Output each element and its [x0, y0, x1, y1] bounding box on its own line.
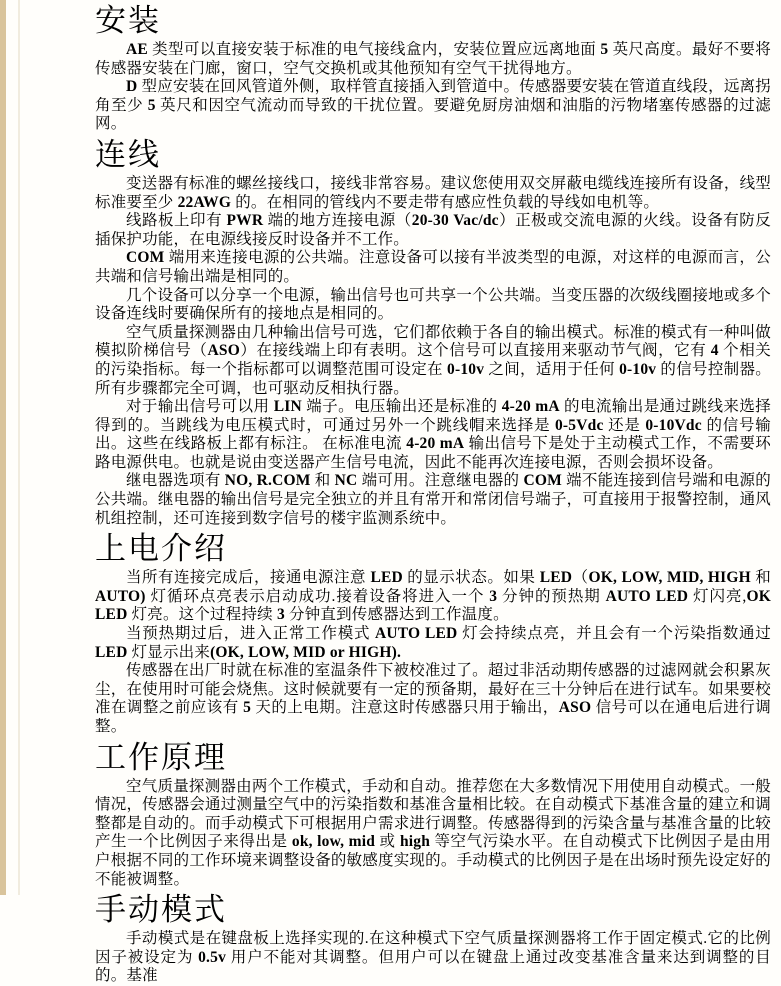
page-edge-strip	[0, 0, 6, 895]
text-run: （	[572, 569, 589, 587]
text-run: 英尺和因空气流动而导致的干扰位置。要避免厨房油烟和油脂的污物堵塞传感器的过滤网。	[95, 96, 771, 133]
paragraph	[95, 930, 771, 986]
bold-text-run: 4-20 mA	[501, 398, 560, 416]
paragraph	[95, 472, 771, 528]
text-run: 类型可以直接安装于标准的电气接线盒内，安装位置应远离地面	[147, 41, 601, 58]
section-heading: 手动模式	[95, 892, 227, 928]
bold-text-run: NC	[334, 472, 358, 490]
bold-text-run: ASO	[207, 342, 240, 360]
text-run: 信号可以在通电后进行调整。	[95, 699, 771, 735]
paragraph	[95, 175, 771, 212]
section-heading: 上电介绍	[95, 531, 227, 567]
text-run: 之间，适用于任何	[484, 360, 620, 378]
paragraph	[95, 324, 771, 398]
section-heading: 工作原理	[95, 739, 227, 775]
text-run: 输出信号下是处于主动模式工作，不需要环路电源供电。也就是说由变送器产生信号电流，因此不能再次连接电源，否则会损坏设备。	[95, 435, 771, 471]
bold-text-run: 4	[710, 342, 719, 360]
text-run: 继电器选项有	[126, 472, 225, 490]
doc-section	[95, 891, 771, 986]
text-run: ）正极或交流电源的火线。设备有防反插保护功能，在电源线接反时设备并不工作。	[95, 212, 771, 248]
document-body	[95, 0, 771, 986]
text-run: 个相关的污染指标。每一个指标都可以调整范围可设定在	[95, 342, 771, 378]
text-run: 对于输出信号可以用	[126, 398, 274, 416]
text-run: 当预热期过后，进入正常工作模式	[126, 625, 375, 643]
text-run: 变送器有标准的螺丝接线口，接线非常容易。建议您使用双交屏蔽电缆线连接所有设备，线型标准要至少	[95, 174, 771, 211]
paragraph	[95, 41, 771, 78]
text-run: 天的上电期。注意这时传感器只用于输出，	[251, 699, 559, 717]
bold-text-run: 0-10v	[447, 360, 485, 378]
text-run: 的显示状态。如果	[402, 569, 540, 587]
paragraph	[95, 625, 771, 662]
bold-text-run: PWR	[226, 212, 264, 230]
text-run: 用户不能对其调整。但用户可以在键盘上通过改变基准含量来达到调整的目的。基准	[95, 948, 771, 985]
bold-text-run: AUTO LED	[605, 587, 689, 605]
bold-text-run: 5	[147, 96, 156, 114]
bold-text-run: ASO	[558, 699, 592, 717]
text-run: ）在接线端上印有表明。这个信号可以直接用来驱动节气阀，它有	[239, 342, 711, 360]
paragraph	[95, 249, 771, 286]
text-run: 分钟的预热期	[497, 587, 606, 605]
text-run: 端用来连接电源的公共端。注意设备可以接有半波类型的电源，对这样的电源而言，公共端和信号输出端是相同的。	[95, 249, 771, 285]
text-run: 灯闪亮,	[688, 587, 747, 605]
text-run: 当所有连接完成后，接通电源注意	[126, 569, 371, 587]
bold-text-run: 22AWG	[177, 193, 232, 211]
text-run: 灯会持续点亮，并且会有一个污染指数通过	[457, 625, 771, 643]
page-edge-line	[18, 0, 20, 895]
bold-text-run: 0-5Vdc	[554, 416, 604, 434]
bold-text-run: ok, low, mid	[291, 833, 376, 851]
bold-text-run: 4-20 mA	[406, 435, 465, 453]
bold-text-run: AUTO)	[95, 587, 146, 605]
text-run: 分钟直到传感器达到工作温度。	[284, 606, 509, 624]
text-run: 几个设备可以分享一个电源，输出信号也可共享一个公共端。当变压器的次级线圈接地或多个设备连线时要确保所有的接地点是相同的。	[95, 286, 771, 323]
bold-text-run: COM	[126, 249, 165, 267]
text-run: 端可用。注意继电器的	[357, 472, 524, 490]
doc-section	[95, 2, 771, 134]
bold-text-run: AE	[126, 41, 148, 58]
bold-text-run: 20-30 Vac/dc	[411, 212, 499, 230]
bold-text-run: LED	[95, 643, 128, 661]
paragraph	[95, 287, 771, 324]
bold-text-run: 0-10Vdc	[645, 416, 702, 434]
text-run: 的电流输出是通过跳线来选择得到的。当跳线为电压模式时，可通过另外一个跳线帽来选择是	[95, 398, 771, 434]
doc-section	[95, 530, 771, 736]
paragraph	[95, 662, 771, 736]
paragraph	[95, 78, 771, 134]
text-run: 空气质量探测器由两个工作模式，手动和自动。推荐您在大多数情况下用使用自动模式。一般情况，传感器会通过测量空气中的污染指数和基准含量相比较。在自动模式下基准含量的建立和调整都是自动的。而手动模式下可根据用户需求进行调整。传感器得到的污染含量与基准含量的比较产生一个比例因子来得出是	[95, 777, 771, 851]
bold-text-run: 0.5v	[198, 948, 227, 966]
bold-text-run: LIN	[273, 398, 302, 416]
paragraph	[95, 398, 771, 472]
text-run: 和	[310, 472, 335, 490]
section-heading: 安装	[95, 3, 161, 38]
text-run: 灯循环点亮表示启动成功.接着设备将进入一个	[145, 587, 490, 605]
bold-text-run: COM	[523, 472, 562, 490]
text-run: 的。在相同的管线内不要走带有感应性负载的导线如电机等。	[231, 193, 660, 211]
bold-text-run: LED	[370, 569, 403, 587]
text-run: 端子。电压输出还是标准的	[301, 398, 502, 416]
text-run: 灯显示出来	[127, 643, 211, 661]
text-run: 传感器在出厂时就在标准的室温条件下被校准过了。超过非活动期传感器的过滤网就会积累灰尘，在使用时可能会烧焦。这时候就要有一定的预备期，最好在三十分钟后在进行试车。如果要校准在调整之前应该有	[95, 662, 771, 717]
bold-text-run: high	[399, 833, 431, 851]
bold-text-run: 0-10v	[619, 360, 657, 378]
bold-text-run: (OK, LOW, MID or HIGH).	[210, 643, 402, 661]
doc-section	[95, 136, 771, 528]
text-run: 和	[750, 569, 772, 587]
bold-text-run: 3	[489, 587, 498, 605]
paragraph	[95, 212, 771, 249]
paragraph	[95, 778, 771, 890]
text-run: 端的地方连接电源（	[263, 212, 412, 230]
section-heading: 连线	[95, 136, 161, 172]
text-run: 手动模式是在键盘板上选择实现的.在这种模式下空气质量探测器将工作于固定模式.它的比例因子被设定为	[95, 930, 771, 966]
text-run: 端不能连接到信号端和电源的公共端。继电器的输出信号是完全独立的并且有常开和常闭信号端子，可直接用于报警控制，通风机组控制，还可连接到数字信号的楼宇监测系统中。	[95, 472, 771, 527]
bold-text-run: OK, LOW, MID, HIGH	[588, 569, 751, 587]
text-run: 还是	[603, 416, 646, 434]
paragraph	[95, 569, 771, 625]
text-run: 灯亮。这个过程持续	[127, 606, 277, 624]
text-run: 的信号输出。这些在线路板上都有标注。 在标准电流	[95, 416, 771, 453]
bold-text-run: 3	[276, 606, 285, 624]
bold-text-run: LED	[539, 569, 573, 587]
text-run: 线路板上印有	[126, 212, 227, 230]
text-run: 英尺高度。最好不要将传感器安装在门廊，窗口，空气交换机或其他预知有空气干扰得地方。	[95, 41, 771, 77]
bold-text-run: 5	[600, 41, 609, 58]
text-run: 空气质量探测器由几种输出信号可选，它们都依赖于各自的输出模式。标准的模式有一种叫做模拟阶梯信号（	[95, 323, 771, 360]
bold-text-run: D	[126, 78, 138, 96]
bold-text-run: 5	[243, 699, 252, 717]
text-run: 或	[375, 833, 400, 851]
doc-section	[95, 739, 771, 890]
text-run: 型应安装在回风管道外侧，取样管直接插入到管道中。传感器要安装在管道直线段，远离拐角至少	[95, 78, 771, 114]
bold-text-run: NO, R.COM	[224, 472, 311, 490]
text-run: 的信号控制器。所有步骤都完全可调，也可驱动反相执行器。	[95, 360, 771, 397]
bold-text-run: AUTO LED	[375, 625, 458, 643]
bold-text-run: OK LED	[95, 587, 771, 624]
text-run: 等空气污染水平。在自动模式下比例因子是由用户根据不同的工作环境来调整设备的敏感度实现的。手动模式的比例因子是在出场时预先设定好的不能被调整。	[95, 833, 771, 888]
